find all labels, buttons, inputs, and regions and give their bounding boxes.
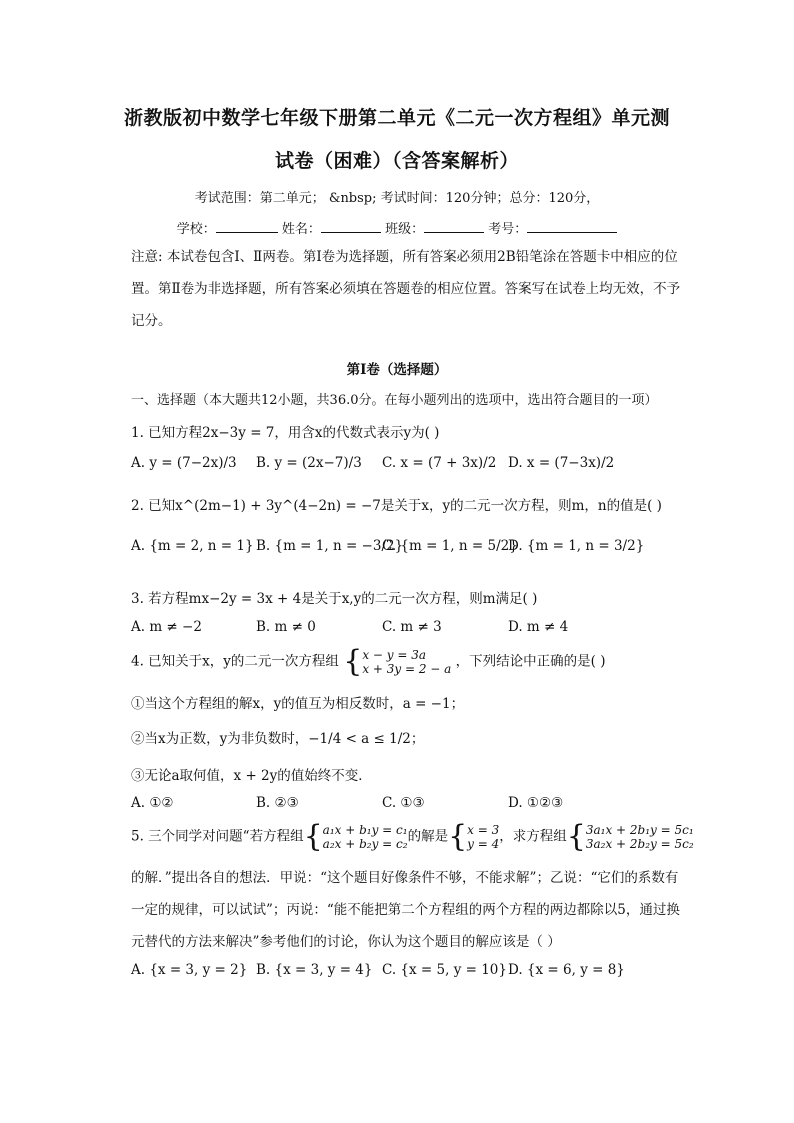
q5-system-a-eq1: a₁x + b₁y = c₁ (322, 823, 408, 837)
q4-statement-2: ②当x为正数，y为非负数时，−1/4 < a ≤ 1/2； (131, 731, 425, 747)
part-heading: 一、选择题（本大题共12小题，共36.0分。在每小题列出的选项中，选出符合题目的一项） (131, 393, 658, 408)
q5-mid-1: 的解是 (407, 828, 449, 845)
question-4-options (131, 795, 691, 819)
q4-system: { x − y = 3a x + 3y = 2 − a (343, 644, 452, 679)
q4-system-eq1: x − y = 3a (362, 648, 427, 662)
name-blank[interactable] (321, 218, 381, 233)
school-blank[interactable] (216, 218, 278, 233)
title-line-1: 浙教版初中数学七年级下册第二单元《二元一次方程组》单元测 (123, 107, 670, 129)
student-info-line (0, 218, 794, 237)
name-label: 姓名： (281, 222, 321, 237)
q3-option-a[interactable]: A. m ≠ −2 (131, 619, 202, 635)
q5-mid-2: ，求方程组 (499, 828, 567, 845)
question-5-options (131, 962, 691, 992)
q1-option-d[interactable]: D. x = (7−3x)/2 (508, 455, 615, 471)
question-1-stem: 1. 已知方程2x−3y = 7，用含x的代数式表示y为( ) (131, 425, 440, 441)
q1-option-a[interactable]: A. y = (7−2x)/3 (131, 455, 237, 471)
q3-option-c[interactable]: C. m ≠ 3 (382, 619, 442, 635)
q5-option-c[interactable]: C. {x = 5, y = 10} (382, 962, 507, 978)
q5-system-c-eq1: 3a₁x + 2b₁y = 5c₁ (585, 823, 694, 837)
question-1-options (131, 455, 691, 481)
q4-option-c[interactable]: C. ①③ (382, 795, 425, 811)
q5-system-c-eq2: 3a₂x + 2b₂y = 5c₂ (585, 837, 694, 851)
q5-option-d[interactable]: D. {x = 6, y = 8} (508, 962, 625, 978)
question-3-stem: 3. 若方程mx−2y = 3x + 4是关于x,y的二元一次方程，则m满足( ) (131, 591, 538, 607)
q1-option-b[interactable]: B. y = (2x−7)/3 (256, 455, 362, 471)
school-label: 学校： (176, 222, 216, 237)
q3-option-d[interactable]: D. m ≠ 4 (508, 619, 569, 635)
q4-statement-1: ①当这个方程组的解x，y的值互为相反数时，a = −1； (131, 696, 465, 712)
q2-option-c[interactable]: C. {m = 1, n = 5/2} (382, 538, 518, 554)
q5-body: 的解．”提出各自的想法．甲说：“这个题目好像条件不够，不能求解”；乙说：“它们的系数有一定的规律，可以试试”；丙说：“能不能把第二个方程组的两个方程的两边都除以5，通过换元替代的方法来解决”参考他们的讨论，你认为这个题目的解应该是（ ） (131, 870, 680, 950)
q2-option-a[interactable]: A. {m = 2, n = 1} (131, 538, 254, 554)
exam-info: 考试范围：第二单元； &nbsp; 考试时间：120分钟；总分：120分， (194, 191, 600, 206)
class-label: 班级： (385, 222, 425, 237)
question-4-stem (131, 644, 606, 679)
q3-option-b[interactable]: B. m ≠ 0 (256, 619, 316, 635)
q5-system-b-eq1: x = 3 (467, 823, 500, 837)
q2-option-d[interactable]: D. {m = 1, n = 3/2} (508, 538, 645, 554)
section-title: 第Ⅰ卷（选择题） (346, 362, 448, 378)
class-blank[interactable] (424, 218, 484, 233)
number-blank[interactable] (527, 218, 617, 233)
q5-system-a-eq2: a₂x + b₂y = c₂ (322, 837, 408, 851)
q4-option-b[interactable]: B. ②③ (256, 795, 299, 811)
q5-system-a: { a₁x + b₁y = c₁ a₂x + b₂y = c₂ (303, 819, 408, 854)
question-3-options (131, 619, 691, 643)
q5-option-b[interactable]: B. {x = 3, y = 4} (256, 962, 373, 978)
question-2-options (131, 538, 691, 568)
question-5-stem (131, 819, 694, 854)
q4-stem-pre: 4. 已知关于x，y的二元一次方程组 (131, 653, 339, 670)
q4-option-d[interactable]: D. ①②③ (508, 795, 564, 811)
q4-stem-post: ，下列结论中正确的是( ) (455, 653, 606, 670)
q2-option-b[interactable]: B. {m = 1, n = −3/2} (256, 538, 404, 554)
q5-system-c: { 3a₁x + 2b₁y = 5c₁ 3a₂x + 2b₂y = 5c₂ (566, 819, 694, 854)
notice-text: 注意: 本试卷包含Ⅰ、Ⅱ两卷。第Ⅰ卷为选择题，所有答案必须用2B铅笔涂在答题卡中相应的位置。第Ⅱ卷为非选择题，所有答案必须填在答题卷的相应位置。答案写在试卷上均无效，不予记分。 (131, 249, 681, 329)
q1-option-c[interactable]: C. x = (7 + 3x)/2 (382, 455, 497, 471)
q4-option-a[interactable]: A. ①② (131, 795, 174, 811)
q4-statement-3: ③无论a取何值，x + 2y的值始终不变． (131, 768, 372, 784)
number-label: 考号： (488, 222, 528, 237)
q5-system-b-eq2: y = 4 (467, 837, 500, 851)
q4-system-eq2: x + 3y = 2 − a (362, 662, 452, 676)
question-2-stem: 2. 已知x^(2m−1) + 3y^(4−2n) = −7是关于x，y的二元一次方程，则m，n的值是( ) (131, 498, 662, 514)
q5-stem-pre: 5. 三个同学对问题“若方程组 (131, 828, 304, 845)
q5-option-a[interactable]: A. {x = 3, y = 2} (131, 962, 248, 978)
q5-system-b: { x = 3 y = 4 (448, 819, 500, 854)
title-line-2: 试卷（困难）（含答案解析） (274, 150, 519, 172)
